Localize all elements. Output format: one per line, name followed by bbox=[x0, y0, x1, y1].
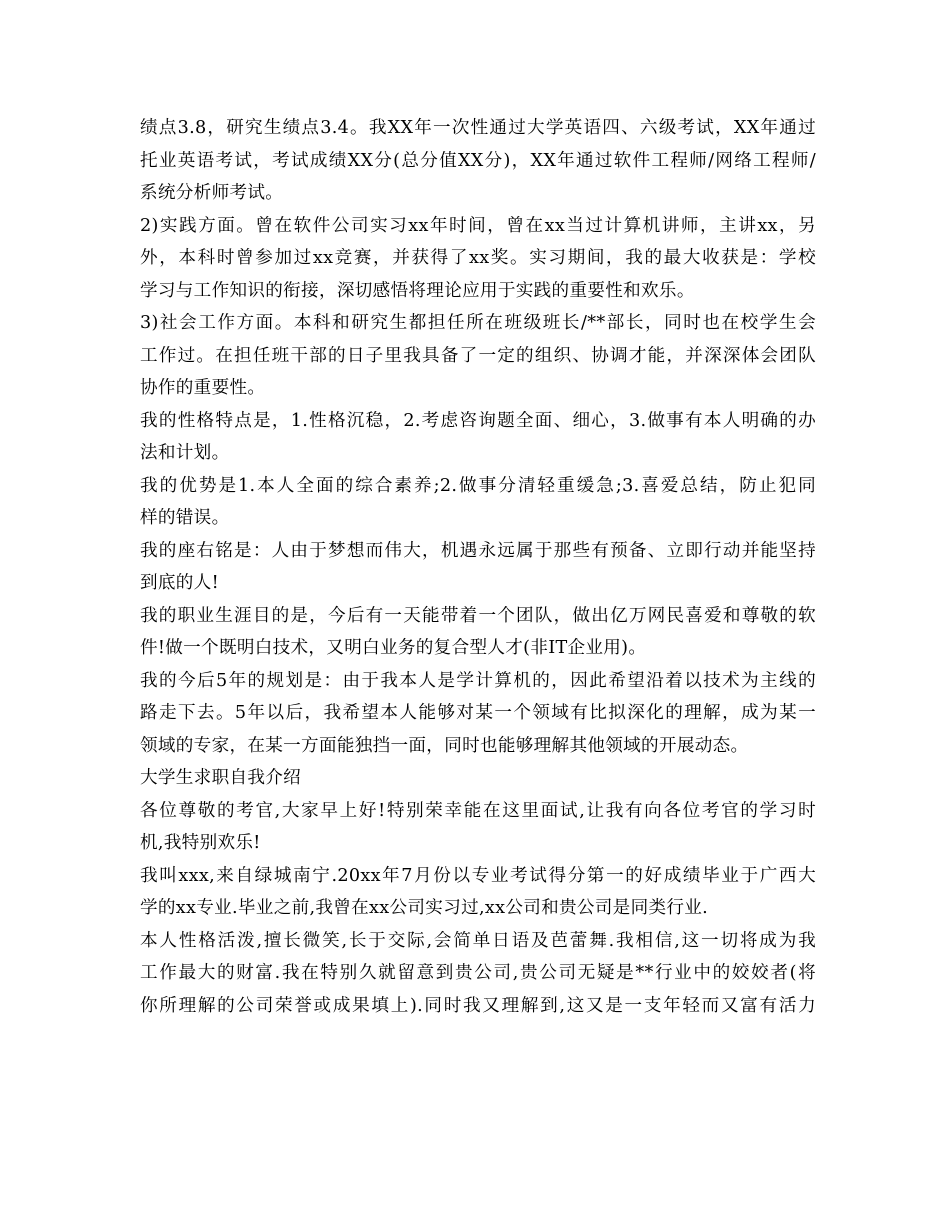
text-line: 领域的专家，在某一方面能独挡一面，同时也能够理解其他领域的开展动态。 bbox=[140, 735, 749, 756]
text-line: 我的性格特点是，1.性格沉稳，2.考虑咨询题全面、细心，3.做事有本人明确的办 bbox=[140, 410, 816, 431]
text-line: 2)实践方面。曾在软件公司实习xx年时间，曾在xx当过计算机讲师，主讲xx，另 bbox=[140, 215, 816, 236]
document-page bbox=[140, 112, 816, 1022]
text-line: 工作过。在担任班干部的日子里我具备了一定的组织、协调才能，并深深体会团队 bbox=[140, 345, 816, 366]
text-line: 系统分析师考试。 bbox=[140, 183, 284, 203]
text-line: 法和计划。 bbox=[140, 443, 230, 463]
text-line: 你所理解的公司荣誉或成果填上).同时我又理解到,这又是一支年轻而又富有活力 bbox=[140, 995, 816, 1016]
text-line: 绩点3.8，研究生绩点3.4。我XX年一次性通过大学英语四、六级考试，XX年通过 bbox=[140, 118, 816, 138]
text-line: 我的优势是1.本人全面的综合素养;2.做事分清轻重缓急;3.喜爱总结，防止犯同 bbox=[140, 475, 816, 496]
text-line: 我的座右铭是：人由于梦想而伟大，机遇永远属于那些有预备、立即行动并能坚持 bbox=[140, 540, 816, 561]
text-line: 我的今后5年的规划是：由于我本人是学计算机的，因此希望沿着以技术为主线的 bbox=[140, 670, 816, 691]
text-line: 我的职业生涯目的是，今后有一天能带着一个团队，做出亿万网民喜爱和尊敬的软 bbox=[140, 605, 816, 626]
text-line: 本人性格活泼,擅长微笑,长于交际,会简单日语及芭蕾舞.我相信,这一切将成为我 bbox=[140, 930, 816, 951]
text-line: 机,我特别欢乐! bbox=[140, 833, 261, 853]
text-line: 到底的人! bbox=[140, 573, 219, 593]
text-line: 协作的重要性。 bbox=[140, 378, 266, 398]
text-line: 学习与工作知识的衔接，深切感悟将理论应用于实践的重要性和欢乐。 bbox=[140, 280, 695, 301]
text-line: 学的xx专业.毕业之前,我曾在xx公司实习过,xx公司和贵公司是同类行业. bbox=[140, 898, 709, 918]
text-line: 我叫xxx,来自绿城南宁.20xx年7月份以专业考试得分第一的好成绩毕业于广西大 bbox=[140, 865, 816, 886]
text-line: 3)社会工作方面。本科和研究生都担任所在班级班长/**部长，同时也在校学生会 bbox=[140, 313, 816, 333]
text-line: 工作最大的财富.我在特别久就留意到贵公司,贵公司无疑是**行业中的姣姣者(将 bbox=[140, 963, 816, 983]
text-line: 件!做一个既明白技术，又明白业务的复合型人才(非IT企业用)。 bbox=[140, 638, 647, 658]
text-line: 托业英语考试，考试成绩XX分(总分值XX分)，XX年通过软件工程师/网络工程师/ bbox=[140, 150, 816, 171]
text-line: 路走下去。5年以后，我希望本人能够对某一个领域有比拟深化的理解，成为某一 bbox=[140, 703, 816, 723]
text-line: 外，本科时曾参加过xx竞赛，并获得了xx奖。实习期间，我的最大收获是：学校 bbox=[140, 248, 816, 268]
section-heading: 大学生求职自我介绍 bbox=[140, 768, 302, 788]
text-line: 样的错误。 bbox=[140, 508, 230, 528]
text-line: 各位尊敬的考官,大家早上好!特别荣幸能在这里面试,让我有向各位考官的学习时 bbox=[140, 800, 816, 821]
